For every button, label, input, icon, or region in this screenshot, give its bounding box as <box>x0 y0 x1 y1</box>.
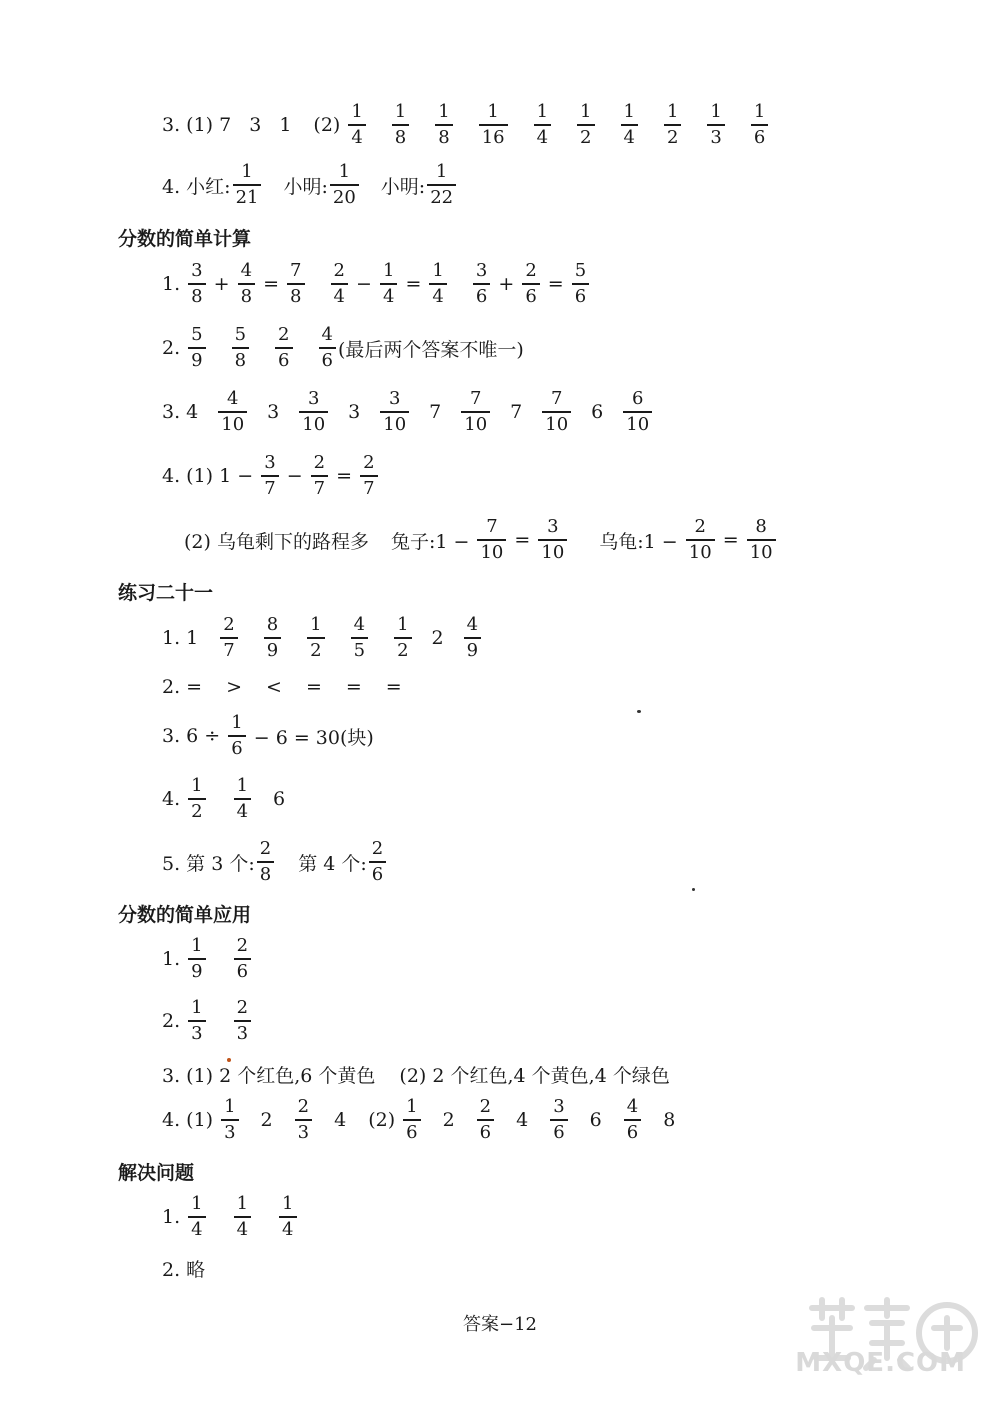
answer-line <box>162 840 388 884</box>
answer-line <box>162 326 524 370</box>
fraction <box>464 616 481 660</box>
fraction <box>621 103 638 147</box>
fraction <box>275 326 292 370</box>
fraction-numerator: 7 <box>550 388 563 409</box>
fraction-denominator: 4 <box>191 1219 203 1240</box>
fraction <box>380 390 409 434</box>
fraction-denominator: 10 <box>383 414 407 435</box>
fraction-denominator: 4 <box>382 286 395 307</box>
fraction-denominator: 4 <box>236 1219 249 1240</box>
fraction-numerator: 3 <box>475 260 488 281</box>
fraction <box>534 103 551 147</box>
answer-text: = <box>716 529 745 551</box>
fraction-numerator: 7 <box>469 388 482 409</box>
fraction <box>572 262 589 306</box>
answer-text: (2) <box>368 1109 396 1131</box>
fraction <box>221 1098 238 1142</box>
fraction-denominator: 8 <box>240 286 253 307</box>
fraction-denominator: 7 <box>363 478 375 499</box>
fraction-numerator: 1 <box>310 614 322 635</box>
fraction-numerator: 6 <box>631 388 644 409</box>
fraction-numerator: 1 <box>191 935 203 956</box>
fraction-denominator: 10 <box>302 414 326 435</box>
answer-text: = <box>541 273 570 295</box>
fraction <box>228 714 245 758</box>
answer-text: 3. 6 ÷ <box>162 725 227 747</box>
fraction <box>319 326 336 370</box>
fraction-denominator: 10 <box>545 414 569 435</box>
scan-speck <box>227 1058 231 1062</box>
fraction-numerator: 1 <box>536 101 549 122</box>
fraction-denominator: 4 <box>623 127 635 148</box>
fraction-numerator: 3 <box>264 452 276 473</box>
answer-text: 4. <box>162 788 181 810</box>
fraction-numerator: 2 <box>278 324 290 345</box>
fraction-numerator: 3 <box>307 388 320 409</box>
fraction-denominator: 8 <box>259 864 272 885</box>
answer-text: = <box>508 529 537 551</box>
fraction <box>188 937 205 981</box>
scan-speck <box>637 710 641 713</box>
fraction <box>707 103 724 147</box>
fraction-numerator: 1 <box>666 101 679 122</box>
fraction-denominator: 20 <box>332 187 356 208</box>
fraction-denominator: 21 <box>235 187 259 208</box>
fraction <box>427 163 456 207</box>
fraction-denominator: 2 <box>310 640 322 661</box>
answer-text: 小明: <box>380 175 426 198</box>
fraction-numerator: 3 <box>388 388 401 409</box>
answer-text: + <box>492 273 521 295</box>
answer-text: 3. (1) 7 <box>162 114 232 136</box>
fraction-denominator: 6 <box>371 864 384 885</box>
answer-text: 3 <box>348 401 361 423</box>
fraction-numerator: 1 <box>224 1096 236 1117</box>
fraction-numerator: 4 <box>321 324 333 345</box>
fraction <box>188 999 205 1043</box>
answer-text: = <box>399 273 428 295</box>
fraction-numerator: 1 <box>191 775 203 796</box>
fraction-denominator: 9 <box>466 640 479 661</box>
fraction <box>577 103 594 147</box>
answer-text: 1 <box>279 114 292 136</box>
answer-line <box>162 1195 299 1239</box>
fraction-numerator: 8 <box>755 516 767 537</box>
fraction-numerator: 4 <box>466 614 479 635</box>
fraction <box>257 840 274 884</box>
fraction-denominator: 2 <box>580 127 592 148</box>
answer-line <box>162 262 591 306</box>
fraction-denominator: 8 <box>394 127 407 148</box>
fraction-numerator: 1 <box>282 1193 294 1214</box>
fraction-numerator: 4 <box>626 1096 639 1117</box>
answer-text: (最后两个答案不唯一) <box>337 338 524 361</box>
fraction-numerator: 1 <box>397 614 409 635</box>
answer-line <box>162 390 654 434</box>
fraction-numerator: 1 <box>236 1193 249 1214</box>
answer-text: 5. 第 3 个: <box>162 852 255 875</box>
fraction-numerator: 5 <box>234 324 247 345</box>
fraction <box>360 454 377 498</box>
fraction-numerator: 2 <box>525 260 537 281</box>
answer-line <box>162 103 770 147</box>
fraction <box>624 1098 641 1142</box>
fraction-denominator: 10 <box>480 542 504 563</box>
fraction <box>261 454 278 498</box>
fraction <box>279 1195 296 1239</box>
fraction-denominator: 16 <box>481 127 505 148</box>
fraction-numerator: 1 <box>241 161 253 182</box>
answer-text: 8 <box>663 1109 676 1131</box>
answer-text: 1. <box>162 273 181 295</box>
fraction <box>751 103 768 147</box>
fraction-denominator: 2 <box>666 127 679 148</box>
fraction-numerator: 1 <box>382 260 395 281</box>
fraction-denominator: 4 <box>333 286 345 307</box>
fraction <box>238 262 255 306</box>
answer-line <box>162 676 402 698</box>
answer-text: 1. <box>162 1206 181 1228</box>
answer-line <box>162 714 374 758</box>
fraction <box>220 616 237 660</box>
answer-text: 6 <box>273 788 286 810</box>
fraction-numerator: 1 <box>338 161 351 182</box>
answer-text: 4. (1) 1 − <box>162 465 260 487</box>
fraction-numerator: 1 <box>753 101 766 122</box>
answer-text: (2) 乌龟剩下的路程多 <box>184 530 369 553</box>
fraction <box>392 103 409 147</box>
fraction-denominator: 6 <box>236 961 249 982</box>
fraction-denominator: 22 <box>430 187 454 208</box>
fraction <box>232 326 249 370</box>
fraction-numerator: 2 <box>259 838 272 859</box>
fraction-numerator: 3 <box>547 516 559 537</box>
page-footer: 答案−12 <box>463 1314 537 1335</box>
fraction <box>234 1195 251 1239</box>
fraction-denominator: 7 <box>313 478 326 499</box>
fraction-numerator: 2 <box>363 452 375 473</box>
fraction-numerator: 1 <box>191 1193 203 1214</box>
fraction <box>234 999 251 1043</box>
fraction <box>477 1098 494 1142</box>
fraction-numerator: 2 <box>297 1096 310 1117</box>
fraction-denominator: 5 <box>353 640 366 661</box>
answer-text: 小明: <box>283 175 328 198</box>
answer-line <box>162 1061 670 1088</box>
fraction-denominator: 8 <box>290 286 302 307</box>
fraction-numerator: 1 <box>231 712 243 733</box>
fraction-numerator: 2 <box>333 260 345 281</box>
fraction-denominator: 2 <box>397 640 409 661</box>
fraction <box>403 1098 420 1142</box>
answer-text: = <box>305 676 322 698</box>
answer-line <box>162 163 458 207</box>
fraction-denominator: 3 <box>224 1122 236 1143</box>
section-heading: 解决问题 <box>118 1162 195 1184</box>
fraction <box>664 103 681 147</box>
fraction-numerator: 1 <box>351 101 363 122</box>
fraction-denominator: 3 <box>236 1023 249 1044</box>
fraction-denominator: 4 <box>236 801 249 822</box>
fraction <box>351 616 368 660</box>
fraction <box>747 518 776 562</box>
fraction <box>538 518 567 562</box>
fraction <box>550 1098 567 1142</box>
fraction-numerator: 1 <box>623 101 635 122</box>
answer-line <box>162 616 483 660</box>
answer-text: 6 <box>589 1109 602 1131</box>
fraction <box>479 103 508 147</box>
fraction-denominator: 6 <box>231 738 243 759</box>
fraction <box>295 1098 312 1142</box>
fraction <box>218 390 247 434</box>
answer-text: 3 <box>249 114 262 136</box>
fraction-numerator: 4 <box>353 614 366 635</box>
answer-text: 4 <box>334 1109 347 1131</box>
answer-text: 2. <box>162 1010 181 1032</box>
fraction-denominator: 6 <box>553 1122 565 1143</box>
answer-text: 4. (1) <box>162 1109 214 1131</box>
fraction <box>234 777 251 821</box>
section-heading: 分数的简单计算 <box>118 228 252 250</box>
fraction-numerator: 1 <box>580 101 592 122</box>
fraction-numerator: 1 <box>394 101 407 122</box>
fraction-numerator: 1 <box>432 260 444 281</box>
answer-text: − <box>280 465 309 487</box>
answer-text: < <box>266 676 282 698</box>
fraction-denominator: 10 <box>626 414 650 435</box>
fraction-numerator: 2 <box>371 838 384 859</box>
fraction-denominator: 7 <box>223 640 235 661</box>
fraction-denominator: 8 <box>438 127 450 148</box>
fraction-denominator: 6 <box>475 286 488 307</box>
answer-text: 2 <box>442 1109 455 1131</box>
fraction-denominator: 3 <box>297 1122 310 1143</box>
fraction <box>477 518 506 562</box>
fraction <box>234 937 251 981</box>
answer-text: 3. (1) 2 个红色,6 个黄色 <box>162 1065 376 1087</box>
answer-text: 4. 小红: <box>162 175 231 198</box>
fraction-numerator: 1 <box>236 775 249 796</box>
answer-text: 第 4 个: <box>298 852 367 875</box>
answer-text: (2) 2 个红色,4 个黄色,4 个绿色 <box>399 1065 670 1087</box>
answer-text: + <box>207 273 236 295</box>
fraction-numerator: 8 <box>266 614 279 635</box>
fraction-denominator: 3 <box>191 1023 203 1044</box>
fraction <box>429 262 446 306</box>
fraction-denominator: 8 <box>234 350 247 371</box>
fraction <box>264 616 281 660</box>
fraction-numerator: 2 <box>479 1096 492 1117</box>
fraction-numerator: 3 <box>553 1096 565 1117</box>
fraction <box>473 262 490 306</box>
fraction <box>522 262 539 306</box>
answer-text: 2. 略 <box>162 1259 206 1281</box>
fraction-denominator: 6 <box>753 127 766 148</box>
fraction-denominator: 6 <box>525 286 537 307</box>
answer-line <box>162 937 253 981</box>
fraction-numerator: 1 <box>438 101 450 122</box>
fraction <box>188 1195 205 1239</box>
fraction <box>542 390 571 434</box>
answer-text: 7 <box>429 401 442 423</box>
fraction-denominator: 4 <box>282 1219 294 1240</box>
scan-speck <box>692 888 695 891</box>
answer-text: 2. = <box>162 676 203 698</box>
fraction <box>188 326 205 370</box>
answer-text: = <box>345 676 362 698</box>
fraction-numerator: 1 <box>487 101 499 122</box>
fraction-denominator: 6 <box>406 1122 418 1143</box>
answer-text: = <box>257 273 286 295</box>
fraction-denominator: 4 <box>351 127 363 148</box>
answer-line <box>162 999 253 1043</box>
answer-text: 3. 4 <box>162 401 199 423</box>
fraction-denominator: 6 <box>574 286 587 307</box>
answer-text: = <box>385 676 402 698</box>
fraction-numerator: 7 <box>486 516 498 537</box>
answer-text: 2. <box>162 337 181 359</box>
fraction <box>188 262 205 306</box>
fraction <box>188 777 205 821</box>
fraction-numerator: 4 <box>226 388 239 409</box>
fraction-denominator: 6 <box>321 350 333 371</box>
fraction-denominator: 9 <box>191 961 203 982</box>
answer-text: 2 <box>431 627 444 649</box>
fraction-denominator: 4 <box>536 127 549 148</box>
fraction-denominator: 7 <box>264 478 276 499</box>
fraction-numerator: 2 <box>313 452 326 473</box>
answer-text: 1. 1 <box>162 627 199 649</box>
answer-line <box>184 518 778 562</box>
answer-text: 4 <box>516 1109 529 1131</box>
fraction-denominator: 4 <box>432 286 444 307</box>
fraction <box>233 163 262 207</box>
fraction <box>623 390 652 434</box>
fraction-numerator: 5 <box>191 324 203 345</box>
answer-line <box>162 777 285 821</box>
fraction <box>348 103 365 147</box>
fraction-numerator: 7 <box>290 260 302 281</box>
fraction-numerator: 1 <box>435 161 448 182</box>
fraction <box>330 163 359 207</box>
answer-text: 7 <box>510 401 523 423</box>
fraction <box>686 518 715 562</box>
fraction <box>461 390 490 434</box>
fraction <box>307 616 324 660</box>
fraction-numerator: 4 <box>240 260 253 281</box>
answer-text: (2) <box>313 114 341 136</box>
fraction <box>311 454 328 498</box>
fraction-numerator: 5 <box>574 260 587 281</box>
answer-line <box>162 1098 675 1142</box>
answer-text: 6 <box>591 401 604 423</box>
fraction-numerator: 2 <box>223 614 235 635</box>
fraction <box>331 262 348 306</box>
answer-text: − 6 = 30(块) <box>247 726 374 749</box>
fraction-numerator: 3 <box>191 260 203 281</box>
answer-line <box>162 1255 205 1282</box>
answer-text: 3 <box>267 401 280 423</box>
fraction-numerator: 2 <box>236 935 249 956</box>
answer-text: > <box>226 676 243 698</box>
answer-text: − <box>349 273 378 295</box>
fraction <box>299 390 328 434</box>
fraction-denominator: 6 <box>479 1122 492 1143</box>
fraction-denominator: 10 <box>541 542 565 563</box>
fraction-denominator: 10 <box>464 414 488 435</box>
fraction <box>287 262 304 306</box>
fraction-denominator: 6 <box>626 1122 639 1143</box>
answer-text: 乌龟:1 − <box>599 530 684 553</box>
fraction-denominator: 8 <box>191 286 203 307</box>
fraction-numerator: 1 <box>191 997 203 1018</box>
fraction-denominator: 3 <box>710 127 722 148</box>
fraction-denominator: 10 <box>749 542 773 563</box>
section-heading: 练习二十一 <box>118 582 214 604</box>
watermark-text: MXQE.COM <box>795 1348 966 1378</box>
answer-text: 兔子:1 − <box>390 530 476 553</box>
fraction <box>380 262 397 306</box>
fraction-denominator: 10 <box>221 414 245 435</box>
fraction <box>394 616 411 660</box>
fraction-denominator: 9 <box>191 350 203 371</box>
answer-text: = <box>330 465 359 487</box>
fraction-numerator: 2 <box>694 516 706 537</box>
fraction-denominator: 9 <box>266 640 279 661</box>
answer-text: 1. <box>162 948 181 970</box>
fraction-denominator: 2 <box>191 801 203 822</box>
answer-line <box>162 454 380 498</box>
fraction-denominator: 10 <box>688 542 712 563</box>
section-heading: 分数的简单应用 <box>118 904 252 926</box>
fraction <box>369 840 386 884</box>
fraction-numerator: 1 <box>710 101 722 122</box>
answer-text: 2 <box>260 1109 273 1131</box>
fraction-denominator: 6 <box>278 350 290 371</box>
fraction-numerator: 1 <box>406 1096 418 1117</box>
fraction-numerator: 2 <box>236 997 249 1018</box>
fraction <box>435 103 452 147</box>
